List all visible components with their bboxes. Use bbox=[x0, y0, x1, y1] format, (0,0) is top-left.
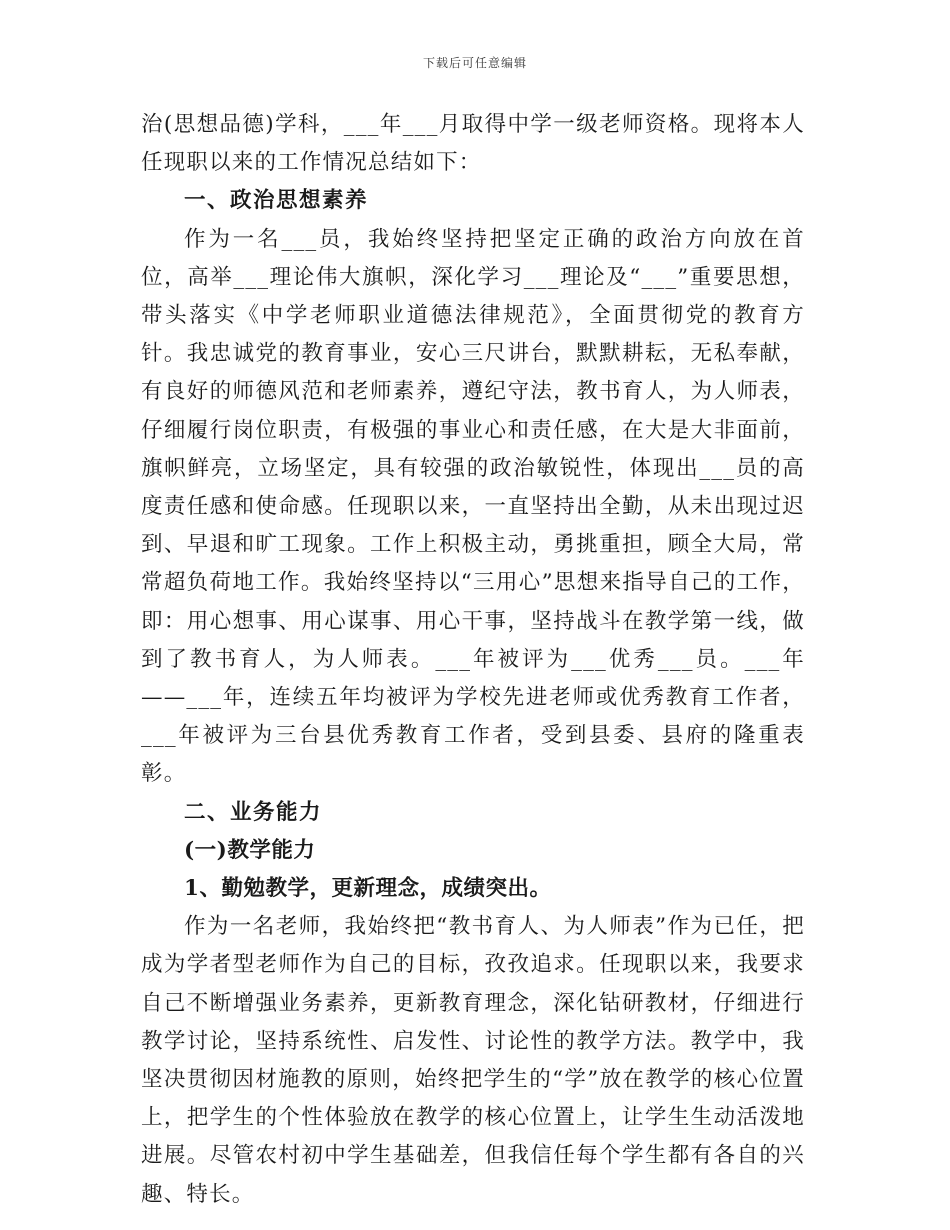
item-heading-diligent: 1、勤勉教学，更新理念，成绩突出。 bbox=[184, 876, 552, 902]
section-heading-ability: 二、业务能力 bbox=[184, 799, 323, 825]
document-body bbox=[141, 106, 805, 1214]
paragraph-intro: 治(思想品德)学科，___年___月取得中学一级老师资格。现将本人任现职以来的工作情况总结如下： bbox=[141, 112, 805, 176]
paragraph-teaching: 作为一名老师，我始终把“教书育人、为人师表”作为已任，把成为学者型老师作为自己的目标，孜孜追求。任现职以来，我要求自己不断增强业务素养，更新教育理念，深化钻研教材，仔细进行教学讨论，坚持系统性、启发性、讨论性的教学方法。教学中，我坚决贯彻因材施教的原则，始终把学生的“学”放在教学的核心位置上，把学生的个性体验放在教学的核心位置上，让学生生动活泼地进展。尽管农村初中学生基础差，但我信任每个学生都有各自的兴趣、特长。 bbox=[141, 914, 805, 1207]
paragraph-political: 作为一名___员，我始终坚持把坚定正确的政治方向放在首位，高举___理论伟大旗帜，深化学习___理论及“___”重要思想，带头落实《中学老师职业道德法律规范》，全面贯彻党的教育方针。我忠诚党的教育事业，安心三尺讲台，默默耕耘，无私奉献，有良好的师德风范和老师素养，遵纪守法，教书育人，为人师表，仔细履行岗位职责，有极强的事业心和责任感，在大是大非面前，旗帜鲜亮，立场坚定，具有较强的政治敏锐性，体现出___员的高度责任感和使命感。任现职以来，一直坚持出全勤，从未出现过迟到、早退和旷工现象。工作上积极主动，勇挑重担，顾全大局，常常超负荷地工作。我始终坚持以“三用心”思想来指导自己的工作，即：用心想事、用心谋事、用心干事，坚持战斗在教学第一线，做到了教书育人，为人师表。___年被评为___优秀___员。___年——___年，连续五年均被评为学校先进老师或优秀教育工作者，___年被评为三台县优秀教育工作者，受到县委、县府的隆重表彰。 bbox=[141, 226, 805, 787]
section-heading-political: 一、政治思想素养 bbox=[184, 188, 369, 214]
page-header: 下载后可任意编辑 bbox=[422, 56, 527, 70]
subsection-heading-teaching: (一)教学能力 bbox=[184, 837, 316, 863]
